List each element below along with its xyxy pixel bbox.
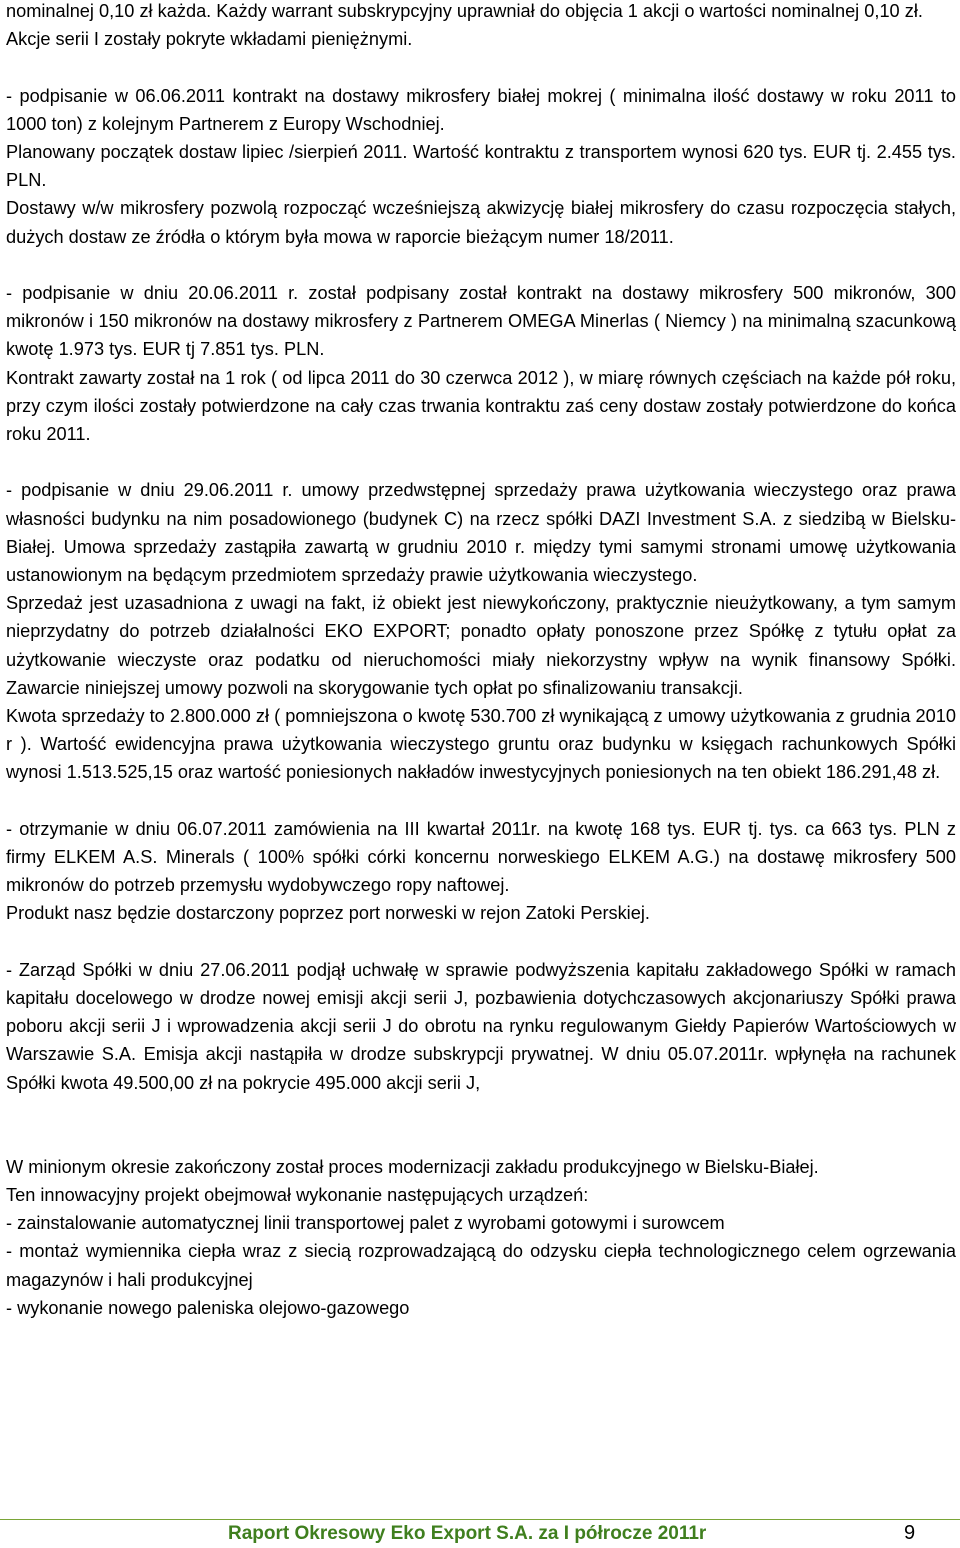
paragraph-contract-2006: - podpisanie w dniu 20.06.2011 r. został podpisany został kontrakt na dostawy mikrosfery 500 mikronów, 300 mikronów i 150 mikronów na dostawy mikrosfery z Partnerem OMEGA Minerlas ( Niemcy ) na minimalną szacunkową kwotę 1.973 tys. EUR tj 7.851 tys. PLN. bbox=[6, 283, 956, 360]
paragraph-preliminary-agreement: - podpisanie w dniu 29.06.2011 r. umowy przedwstępnej sprzedaży prawa użytkowania wieczystego oraz prawa własności budynku na nim posadowionego (budynek C) na rzecz spółki DAZI Investment S.A. z siedzibą w Bielsku-Białej. Umowa sprzedaży zastąpiła zawartą w grudniu 2010 r. między tymi samymi stronami umowę użytkowania ustanowionym na będącym przedmiotem sprzedaży prawie użytkowania wieczystego. bbox=[6, 480, 956, 586]
paragraph-capital-increase: - Zarząd Spółki w dniu 27.06.2011 podjął uchwałę w sprawie podwyższenia kapitału zakładowego Spółki w ramach kapitału docelowego w drodze nowej emisji akcji serii J, pozbawienia dotychczasowych akcjonariuszy Spółki prawa poboru akcji serii J i wprowadzenia akcji serii J do obrotu na rynku regulowanym Giełdy Papierów Wartościowych w Warszawie S.A. Emisja akcji nastąpiła w drodze subskrypcji prywatnej. W dniu 05.07.2011r. wpłynęła na rachunek Spółki kwota 49.500,00 zł na pokrycie 495.000 akcji serii J, bbox=[6, 959, 956, 1093]
paragraph-sale-amount: Kwota sprzedaży to 2.800.000 zł ( pomniejszona o kwotę 530.700 zł wynikającą z umowy użytkowania z grudnia 2010 r ). Wartość ewidencyjna prawa użytkowania wieczystego gruntu oraz budynku w księgach rachunkowych Spółki wynosi 1.513.525,15 oraz wartość poniesionych nakładów inwestycyjnych poniesionych na ten obiekt 186.291,48 zł. bbox=[6, 706, 956, 783]
paragraph-contract-term: Kontrakt zawarty został na 1 rok ( od lipca 2011 do 30 czerwca 2012 ), w miarę równych częściach na każde pół roku, przy czym ilości zostały potwierdzone na cały czas trwania kontraktu zaś ceny dostaw zostały potwierdzone do końca roku 2011. bbox=[6, 367, 956, 445]
paragraph-series-i: Akcje serii I zostały pokryte wkładami pieniężnymi. bbox=[6, 29, 413, 50]
paragraph-order-0607: - otrzymanie w dniu 06.07.2011 zamówienia na III kwartał 2011r. na kwotę 168 tys. EUR tj. tys. ca 663 tys. PLN z firmy ELKEM A.S. Minerals ( 100% spółki córki koncernu norweskiego ELKEM A.G.) na dostawę mikrosfery 500 mikronów do potrzeb przemysłu wydobywczego ropy naftowej. bbox=[6, 818, 956, 896]
spacer bbox=[6, 251, 956, 279]
spacer bbox=[6, 448, 956, 476]
paragraph-sale-justification: Sprzedaż jest uzasadniona z uwagi na fakt, iż obiekt jest niewykończony, praktycznie nieużytkowany, a tym samym nieprzydatny do potrzeb działalności EKO EXPORT; ponadto opłaty ponoszone przez Spółkę z tytułu opłat za użytkowanie wieczyste oraz podatku od nieruchomości miały niekorzystny wpływ na wynik finansowy Spółki. Zawarcie niniejszej umowy pozwoli na skorygowanie tych opłat po sfinalizowaniu transakcji. bbox=[6, 593, 956, 698]
list-item-furnace: - wykonanie nowego paleniska olejowo-gazowego bbox=[6, 1297, 410, 1318]
spacer bbox=[6, 53, 956, 81]
paragraph-product-delivery: Produkt nasz będzie dostarczony poprzez port norweski w rejon Zatoki Perskiej. bbox=[6, 903, 650, 924]
spacer bbox=[6, 787, 956, 815]
list-item-transport-line: - zainstalowanie automatycznej linii transportowej palet z wyrobami gotowymi i surowcem bbox=[6, 1213, 725, 1234]
spacer bbox=[6, 1097, 956, 1153]
footer-rule bbox=[0, 1519, 960, 1520]
body-text bbox=[6, 0, 956, 1322]
paragraph-warrants: nominalnej 0,10 zł każda. Każdy warrant subskrypcyjny uprawniał do objęcia 1 akcji o wartości nominalnej 0,10 zł. bbox=[6, 1, 923, 21]
footer-title: Raport Okresowy Eko Export S.A. za I półrocze 2011r bbox=[228, 1523, 707, 1544]
paragraph-deliveries: Dostawy w/w mikrosfery pozwolą rozpocząć wcześniejszą akwizycję białej mikrosfery do czasu rozpoczęcia stałych, dużych dostaw ze źródła o którym była mowa w raporcie bieżącym numer 18/2011. bbox=[6, 198, 956, 247]
list-item-heat-exchanger: - montaż wymiennika ciepła wraz z siecią rozprowadzającą do odzysku ciepła technologicznego celem ogrzewania magazynów i hali produkcyjnej bbox=[6, 1241, 956, 1290]
spacer bbox=[6, 928, 956, 956]
paragraph-project-intro: Ten innowacyjny projekt obejmował wykonanie następujących urządzeń: bbox=[6, 1185, 589, 1206]
page-number: 9 bbox=[904, 1522, 916, 1544]
paragraph-modernization: W minionym okresie zakończony został proces modernizacji zakładu produkcyjnego w Bielsku-Białej. bbox=[6, 1156, 819, 1177]
paragraph-contract-0606: - podpisanie w 06.06.2011 kontrakt na dostawy mikrosfery białej mokrej ( minimalna ilość dostawy w roku 2011 to 1000 ton) z kolejnym Partnerem z Europy Wschodniej. bbox=[6, 85, 956, 134]
paragraph-planned-start: Planowany początek dostaw lipiec /sierpień 2011. Wartość kontraktu z transportem wynosi 620 tys. EUR tj. 2.455 tys. PLN. bbox=[6, 142, 956, 191]
